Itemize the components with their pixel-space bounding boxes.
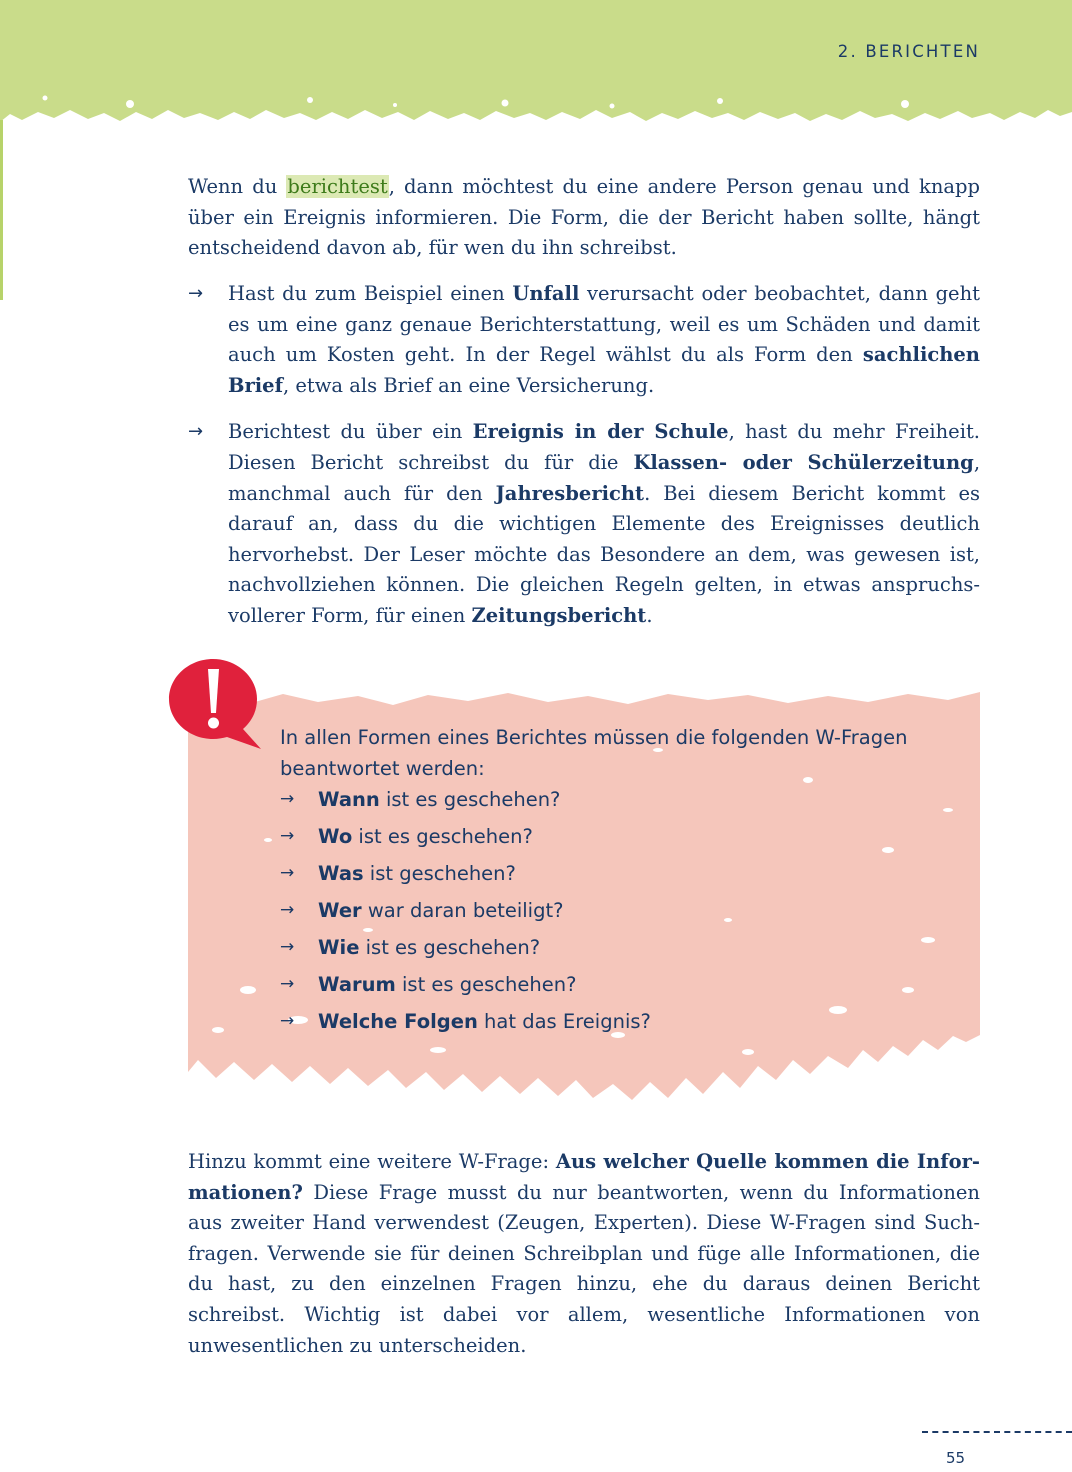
bullet-text: Hast du zum Beispiel einen [228,282,513,305]
bullet-text: , hast du mehr Freiheit. Diesen Bericht schreibst du für die [228,420,980,474]
bullet-bold: Unfall [512,282,580,305]
left-margin-mark [0,120,3,300]
arrow-right-icon: → [280,789,295,809]
bullet-text: Berichtest du über ein [228,420,473,444]
w-question-text: ist es geschehen? [352,825,533,848]
arrow-right-icon: → [280,937,295,957]
w-questions-list [280,784,940,1043]
arrow-right-icon: → [280,826,295,846]
bullet-bold: Klassen- oder Schülerzeitung [633,450,974,474]
w-question-item [280,858,940,895]
exclamation-icon [163,655,271,755]
w-question-item [280,969,940,1006]
info-box-intro: In allen Formen eines Berichtes müssen die folgenden W-Fragen beantwortet werden: [280,726,908,780]
footer-rule [922,1431,1072,1433]
w-word: Wie [318,936,360,959]
bullet-text: , manchmal auch für den [228,450,981,505]
w-word: Welche Folgen [318,1010,478,1033]
header-band [0,0,1072,132]
arrow-right-icon: → [280,863,295,883]
w-question-item [280,1006,940,1043]
w-question-text: war daran beteiligt? [361,899,564,922]
bullet-bold: Ereignis in der Schule [472,420,729,444]
w-question-item [280,932,940,969]
arrow-right-icon: → [188,421,204,443]
arrow-right-icon: → [280,900,295,920]
info-box-content [280,722,940,1043]
highlight-term: berichtest [287,175,388,198]
bullet-text: , etwa als Brief an eine Versicherung. [282,373,655,397]
w-word: Warum [318,973,396,996]
w-word: Wann [318,788,380,811]
bullet-item-unfall [188,279,980,401]
w-question-text: ist es geschehen? [359,936,541,959]
bullet-bold: sachlichen Brief [228,343,980,397]
arrow-right-icon: → [188,283,204,304]
bullet-bold: Jahresbericht [495,481,645,505]
intro-paragraph [188,172,980,264]
w-question-text: ist es geschehen? [395,973,577,996]
w-question-text: ist es geschehen? [379,788,561,811]
arrow-right-icon: → [280,974,295,994]
chapter-title: 2. BERICHTEN [837,42,980,61]
w-word: Wo [318,825,353,848]
w-question-item [280,784,940,821]
info-box [188,690,980,1102]
w-question-item [280,895,940,932]
w-question-text: ist geschehen? [363,862,516,885]
w-word: Wer [318,899,362,922]
bullet-bold: Zeitungsbericht [471,603,647,627]
outro-bold: Aus welcher Quelle kommen die Informationen? [188,1150,980,1204]
bullet-item-schule [188,417,980,631]
outro-text-1: Hinzu kommt eine weitere W-Frage: [188,1150,556,1173]
outro-text-2: Diese Frage musst du nur beantworten, wenn du Informationen aus zweiter Hand verwendest (Zeugen, Experten). Diese W-Fragen sind Suchfragen. Verwende sie für deinen Schreibplan und füge alle Informationen, die du hast, zu den einzelnen Fragen hinzu, ehe du daraus deinen Bericht schreibst. Wichtig ist dabei vor allem, wesentliche Informationen von unwesentlichen zu unterscheiden. [188,1180,980,1357]
arrow-right-icon: → [280,1011,295,1031]
intro-text-2: , dann möchtest du eine andere Person genau und knapp über ein Ereignis informieren. Die Form, die der Bericht haben sollte, hängt entscheidend davon ab, für wen du ihn schreibst. [188,175,980,260]
w-word: Was [318,862,364,885]
page-number: 55 [946,1449,966,1467]
bullet-text: verursacht oder beobachtet, dann geht es um eine ganz genaue Berichterstattung, weil es um Schäden und damit auch um Kosten geht. In der Regel wählst du als Form den [228,282,980,367]
bullet-text: . [646,603,653,627]
w-question-text: hat das Ereignis? [477,1010,651,1033]
w-question-item [280,821,940,858]
outro-paragraph [188,1147,980,1361]
bullet-text: . Bei diesem Bericht kommt es darauf an, dass du die wichtigen Elemente des Ereignisses deutlich hervorhebst. Der Leser möchte das Besondere an dem, was gewesen ist, nachvollziehen können. Die gleichen Regeln gelten, in etwas anspruchsvollerer Form, für einen [228,481,980,627]
intro-text-1: Wenn du [188,175,287,198]
bullet-list [188,279,980,648]
